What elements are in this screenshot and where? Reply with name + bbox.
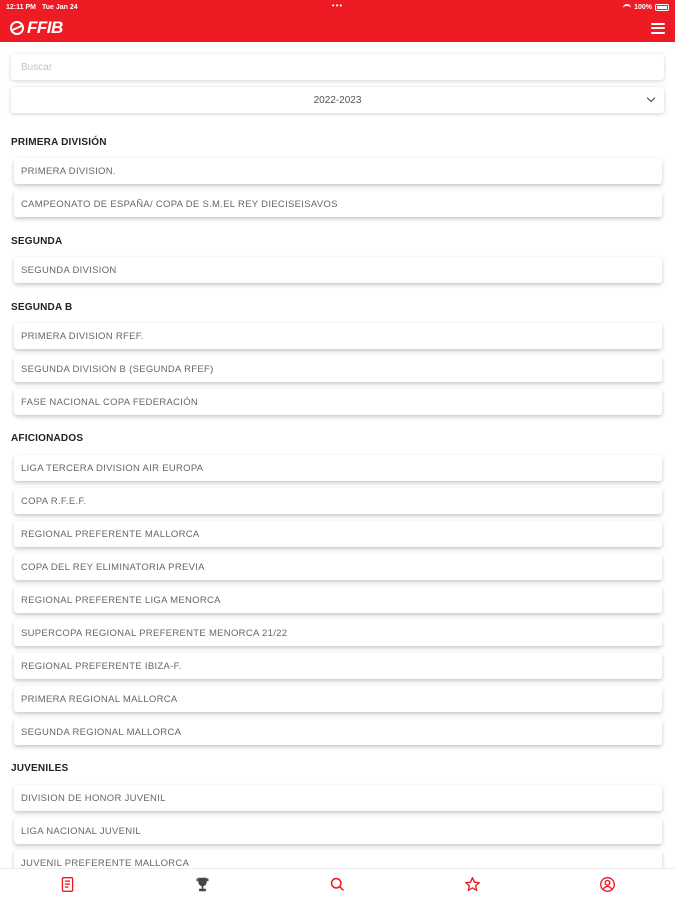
- tab-search[interactable]: [323, 873, 353, 897]
- app-header: [0, 14, 675, 42]
- hamburger-menu-icon[interactable]: [651, 23, 665, 34]
- competition-item[interactable]: SUPERCOPA REGIONAL PREFERENTE MENORCA 21/22: [14, 620, 662, 646]
- battery-percent: 100%: [634, 3, 652, 11]
- competition-item[interactable]: SEGUNDA DIVISION: [14, 257, 662, 283]
- document-list-icon: [59, 876, 76, 893]
- section-title-aficionados: AFICIONADOS: [11, 433, 84, 444]
- status-bar: [0, 0, 675, 14]
- competition-item[interactable]: COPA R.F.E.F.: [14, 488, 662, 514]
- competition-item[interactable]: CAMPEONATO DE ESPAÑA/ COPA DE S.M.EL REY DIECISEISAVOS: [14, 191, 662, 217]
- section-title-segunda: SEGUNDA: [11, 236, 63, 247]
- competition-item[interactable]: DIVISION DE HONOR JUVENIL: [14, 785, 662, 811]
- competition-item[interactable]: REGIONAL PREFERENTE IBIZA-F.: [14, 653, 662, 679]
- competition-item[interactable]: FASE NACIONAL COPA FEDERACIÓN: [14, 389, 662, 415]
- competition-item[interactable]: JUVENIL PREFERENTE MALLORCA: [14, 850, 662, 868]
- battery-icon: [655, 4, 669, 11]
- competition-item[interactable]: PRIMERA DIVISION.: [14, 158, 662, 184]
- competitions-list: [0, 42, 675, 868]
- football-icon: [10, 21, 24, 35]
- section-title-primera-division: PRIMERA DIVISIÓN: [11, 137, 107, 148]
- section-title-segunda-b: SEGUNDA B: [11, 302, 73, 313]
- competition-item[interactable]: SEGUNDA REGIONAL MALLORCA: [14, 719, 662, 745]
- competition-item[interactable]: PRIMERA REGIONAL MALLORCA: [14, 686, 662, 712]
- trophy-icon: [194, 876, 211, 893]
- competition-item[interactable]: SEGUNDA DIVISION B (SEGUNDA RFEF): [14, 356, 662, 382]
- competition-item[interactable]: PRIMERA DIVISION RFEF.: [14, 323, 662, 349]
- competition-item[interactable]: COPA DEL REY ELIMINATORIA PREVIA: [14, 554, 662, 580]
- tab-competitions[interactable]: [188, 873, 218, 897]
- search-icon: [329, 876, 346, 893]
- star-icon: [464, 876, 481, 893]
- status-date: Tue Jan 24: [41, 3, 78, 11]
- search-input[interactable]: [11, 54, 664, 80]
- season-select[interactable]: [11, 87, 664, 113]
- competition-item[interactable]: REGIONAL PREFERENTE MALLORCA: [14, 521, 662, 547]
- chevron-down-icon: [647, 94, 655, 102]
- competition-item[interactable]: REGIONAL PREFERENTE LIGA MENORCA: [14, 587, 662, 613]
- status-time: 12:11 PM: [6, 3, 36, 11]
- wifi-icon: [623, 4, 631, 10]
- competition-item[interactable]: LIGA TERCERA DIVISION AIR EUROPA: [14, 455, 662, 481]
- bottom-tab-bar: [0, 868, 675, 900]
- user-circle-icon: [599, 876, 616, 893]
- tab-profile[interactable]: [593, 873, 623, 897]
- section-title-juveniles: JUVENILES: [11, 763, 69, 774]
- tab-favorites[interactable]: [458, 873, 488, 897]
- ffib-logo[interactable]: [10, 18, 63, 38]
- season-select-value: 2022-2023: [313, 94, 362, 106]
- logo-text: FFIB: [27, 18, 63, 37]
- competition-item[interactable]: LIGA NACIONAL JUVENIL: [14, 818, 662, 844]
- tab-news[interactable]: [53, 873, 83, 897]
- multitasking-dots[interactable]: •••: [331, 1, 344, 10]
